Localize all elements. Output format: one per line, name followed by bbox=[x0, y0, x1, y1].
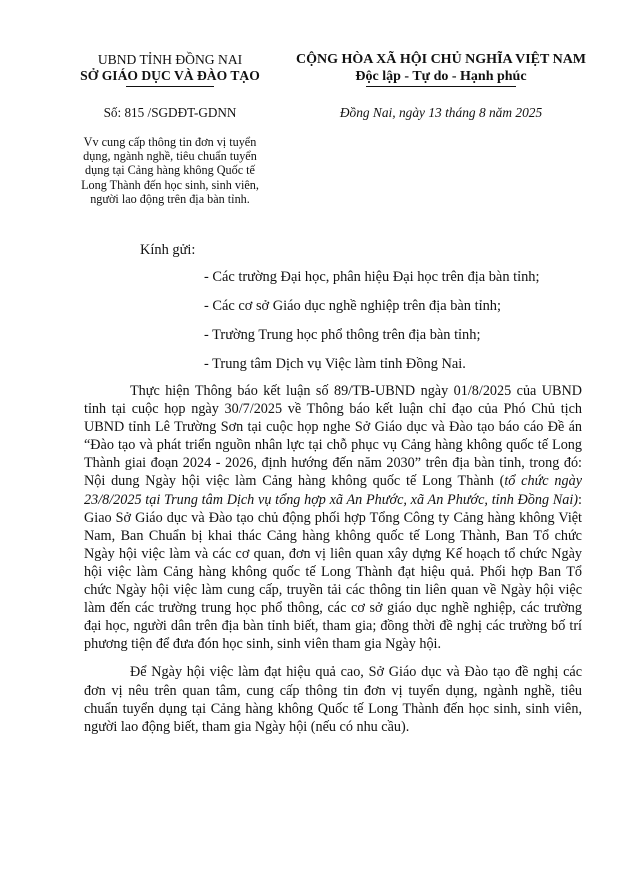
document-body bbox=[84, 382, 582, 746]
motto-underline bbox=[366, 86, 516, 87]
agency-underline bbox=[126, 86, 214, 87]
national-header-block bbox=[296, 52, 586, 121]
recipient-item: - Các cơ sở Giáo dục nghề nghiệp trên địa bàn tỉnh; bbox=[204, 298, 501, 314]
paragraph-text: : Giao Sở Giáo dục và Đào tạo chủ động phối hợp Tổng Công ty Cảng hàng không Việt Nam, Ban Chuẩn bị khai thác Cảng hàng không quốc tế Long Thành, Ban Tổ chức Ngày hội việc làm và các cơ quan, đơn vị liên quan xây dựng Kế hoạch tổ chức Ngày hội việc làm Cảng hàng không quốc tế Long Thành đạt hiệu quả. Phối hợp Ban Tổ chức Ngày hội việc làm cung cấp, truyền tải các thông tin liên quan về Ngày hội việc làm đến các trường trung học phổ thông, các cơ sở giáo dục nghề nghiệp, các trường đại học, người dân trên địa bàn tỉnh biết, tham gia; đồng thời đề nghị các trường bố trí phương tiện để đưa đón học sinh, sinh viên tham gia Ngày hội. bbox=[84, 491, 582, 653]
paragraph-italic-text: tổ chức ngày 23/8/2025 tại Trung tâm Dịch vụ tổng hợp xã An Phước, xã An Phước, tỉnh Đồng Nai) bbox=[84, 473, 582, 508]
document-number: Số: 815 /SGDĐT-GDNN bbox=[103, 105, 237, 120]
national-motto: Độc lập - Tự do - Hạnh phúc bbox=[355, 69, 527, 84]
body-paragraph-2: Để Ngày hội việc làm đạt hiệu quả cao, Sở Giáo dục và Đào tạo đề nghị các đơn vị nêu trên quan tâm, cung cấp thông tin đơn vị tuyển dụng, ngành nghề, tiêu chuẩn tuyển dụng tại Cảng hàng không Quốc tế Long Thành đến học sinh, sinh viên, người lao động biết, tham gia Ngày hội (nếu có nhu cầu). bbox=[84, 664, 582, 735]
body-paragraph-1 bbox=[84, 382, 582, 653]
agency-parent: UBND TỈNH ĐỒNG NAI bbox=[97, 52, 243, 67]
issuing-agency-block bbox=[70, 52, 270, 206]
recipients-label: Kính gửi: bbox=[140, 242, 196, 258]
document-subject: Vv cung cấp thông tin đơn vị tuyển dụng, ngành nghề, tiêu chuẩn tuyển dụng tại Cảng hàng không Quốc tế Long Thành đến học sinh, sinh viên, người lao động trên địa bàn tỉnh. bbox=[81, 135, 259, 206]
paragraph-text: Thực hiện Thông báo kết luận số 89/TB-UBND ngày 01/8/2025 của UBND tỉnh tại cuộc họp ngày 30/7/2025 về Thông báo kết luận chỉ đạo của Phó Chủ tịch UBND tỉnh Lê Trường Sơn tại cuộc họp nghe Sở Giáo dục và Đào tạo báo cáo Đề án “Đào tạo và phát triển nguồn nhân lực tại chỗ phục vụ Cảng hàng không quốc tế Long Thành giai đoạn 2024 - 2026, định hướng đến năm 2030” trên địa bàn tỉnh, trong đó: Nội dung Ngày hội việc làm Cảng hàng không quốc tế Long Thành ( bbox=[84, 383, 582, 490]
national-title: CỘNG HÒA XÃ HỘI CHỦ NGHĨA VIỆT NAM bbox=[296, 52, 587, 67]
recipient-item: - Các trường Đại học, phân hiệu Đại học trên địa bàn tỉnh; bbox=[204, 269, 540, 285]
place-and-date: Đồng Nai, ngày 13 tháng 8 năm 2025 bbox=[339, 105, 543, 120]
agency-name: SỞ GIÁO DỤC VÀ ĐÀO TẠO bbox=[80, 68, 260, 83]
recipient-item: - Trường Trung học phổ thông trên địa bàn tỉnh; bbox=[204, 327, 481, 343]
recipient-item: - Trung tâm Dịch vụ Việc làm tỉnh Đồng Nai. bbox=[204, 356, 466, 372]
recipients-block bbox=[140, 241, 580, 384]
recipient-list bbox=[140, 268, 580, 373]
